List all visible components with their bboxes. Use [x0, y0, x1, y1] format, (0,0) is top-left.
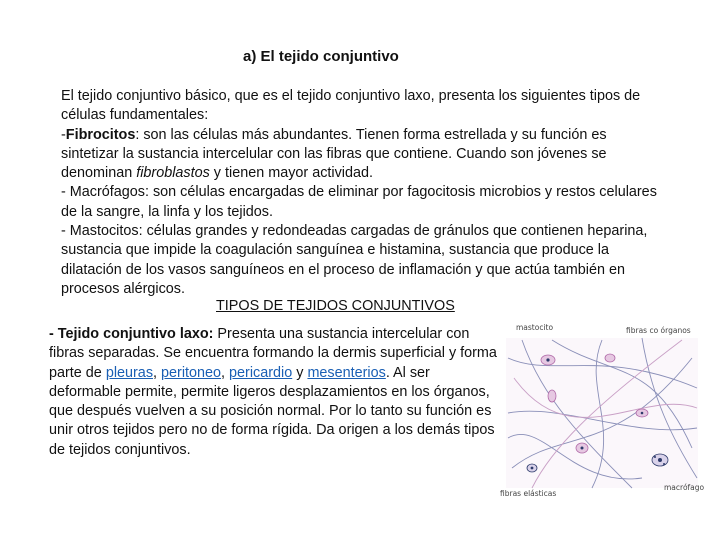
macrofagos-paragraph: - Macrófagos: son células encargadas de eliminar por fagocitosis microbios y restos celulares de la sangre, la linfa y los tejidos. — [61, 184, 657, 220]
mastocitos-paragraph: - Mastocitos: células grandes y redondeadas cargadas de gránulos que contienen heparina, sustancia que impide la coagulación sanguínea e histamina, sustancia que produce la dilatación de los vasos sanguíneos en el proceso de inflamación y que actúa también en procesos alérgicos. — [61, 223, 648, 297]
label-mastocito: mastocito — [516, 323, 554, 332]
intro-paragraph: El tejido conjuntivo básico, que es el tejido conjuntivo laxo, presenta los siguientes tipos de células fundamentales: — [61, 88, 641, 124]
fibrocitos-text: : son las células más abundantes. Tienen forma estrellada y su función es sintetizar la sustancia intercelular con las fibras que contiene. Cuando son jóvenes se denominan — [61, 126, 607, 182]
link-mesenterios[interactable]: mesenterios — [307, 364, 386, 381]
link-peritoneo[interactable]: peritoneo — [161, 364, 222, 381]
link-pleuras[interactable]: pleuras — [105, 364, 154, 381]
laxo-sep-2: , — [221, 364, 230, 381]
page-title: a) El tejido conjuntivo — [243, 48, 399, 65]
fibrocitos-prefix: - — [61, 126, 66, 143]
label-fibras-elasticas: fibras elásticas — [500, 489, 557, 498]
intro-text — [61, 87, 661, 299]
link-pericardio[interactable]: pericardio — [229, 364, 293, 381]
laxo-sep-3: y — [292, 364, 308, 381]
cell-1 — [605, 354, 615, 362]
fibrocitos-paragraph — [61, 126, 661, 184]
fibrocitos-tail: y tienen mayor actividad. — [209, 165, 373, 182]
laxo-label: - Tejido conjuntivo laxo: — [49, 326, 214, 342]
fibrocitos-label: Fibrocitos — [65, 126, 136, 143]
laxo-text-2: . Al ser deformable permite, permite ligeros desplazamientos en los órganos, que después vuelven a su posición normal. Por lo tanto su función es unir otros tejidos pero no de forma rígida. Da origen a los demás tipos de tejidos conjuntivos. — [49, 364, 495, 458]
label-macrofago: macrófago — [664, 483, 705, 492]
connective-tissue-diagram — [492, 318, 714, 500]
laxo-sep-1: , — [153, 364, 162, 381]
fibroblastos-term: fibroblastos — [136, 165, 210, 182]
section-subtitle: TIPOS DE TEJIDOS CONJUNTIVOS — [216, 298, 455, 314]
cell-2 — [548, 390, 556, 402]
label-fibras-organos: fibras co órganos — [626, 326, 691, 335]
laxo-text-1: Presenta una sustancia intercelular con fibras separadas. Se encuentra formando la dermis superficial y forma parte de — [49, 326, 497, 381]
laxo-paragraph — [49, 325, 499, 460]
